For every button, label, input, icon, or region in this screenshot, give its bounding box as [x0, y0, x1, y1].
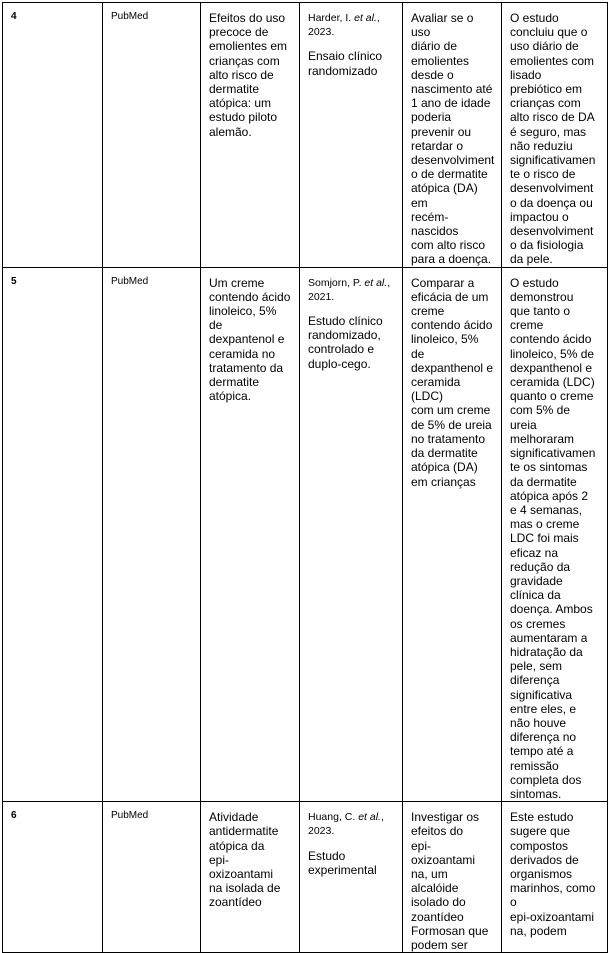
study-objective [403, 802, 502, 953]
author-citation [308, 11, 396, 39]
study-objective-text: Investigar os efeitos do epi-oxizoantami na, um alcalóide isolado do zoantídeo Formosan que podem ser [411, 810, 489, 952]
table-row [3, 3, 608, 268]
study-objective-text: Avaliar se o uso diário de emolientes desde o nascimento até 1 ano de idade poderia prevenir ou retardar o desenvolviment o de dermatite atópica (DA) em recém-nascidos com alto risco para a doença. [411, 11, 495, 267]
et-al: et al. [364, 276, 388, 289]
study-number: 6 [3, 802, 103, 953]
author-name: Harder, I. [308, 12, 355, 24]
studies-table [2, 2, 608, 953]
study-objective [403, 267, 502, 802]
database-name: PubMed [103, 267, 201, 802]
author-name: Somjorn, P. [308, 276, 365, 289]
author-cell [300, 3, 403, 268]
database-name: PubMed [103, 3, 201, 268]
study-title-text: Efeitos do uso precoce de emolientes em crianças com alto risco de dermatite atópica: um estudo piloto alemão. [209, 11, 288, 139]
author-citation [308, 810, 396, 838]
publication-year: , 2023. [308, 811, 384, 838]
study-results-text: Este estudo sugere que compostos derivados de organismos marinhos, como o epi-oxizoantami na, podem [510, 810, 596, 938]
study-results [502, 3, 608, 268]
study-title [201, 3, 300, 268]
study-title [201, 267, 300, 802]
study-title-text: Atividade antidermatite atópica da epi-oxizoantami na isolada de zoantídeo [209, 810, 281, 910]
author-name: Huang, C. [308, 811, 359, 824]
study-results [502, 802, 608, 953]
publication-year: , 2023. [308, 12, 380, 39]
publication-year: , 2021. [308, 276, 391, 303]
study-results-text: O estudo demonstrou que tanto o creme contendo ácido linoleico, 5% de dexpanthenol e ceramida (LDC) quanto o creme com 5% de ureia melhoraram significativamen te os sintomas da dermatite atópica após 2 e 4 semanas, mas o creme LDC foi mais eficaz na redução da gravidade clínica da doença. Ambos os cremes aumentaram a hidratação da pele, sem diferença significativa entre eles, e não houve diferença no tempo até a remissão completa dos sintomas. [510, 275, 596, 801]
study-results-text: O estudo concluiu que o uso diário de emolientes com lisado prebiótico em crianças com alto risco de DA é seguro, mas não reduziu significativamen te o risco de desenvolviment o da doença ou impactou o desenvolviment o da fisiologia da pele. [510, 11, 596, 267]
author-citation [308, 276, 396, 304]
study-title [201, 802, 300, 953]
et-al: et al. [354, 12, 377, 24]
author-cell [300, 802, 403, 953]
author-cell [300, 267, 403, 802]
study-design: Estudo experimental [308, 848, 377, 877]
study-title-text: Um creme contendo ácido linoleico, 5% de dexpantenol e ceramida no tratamento da dermatite atópica. [209, 275, 291, 404]
study-objective-text: Comparar a eficácia de um creme contendo ácido linoleico, 5% de dexpanthenol e ceramida (LDC) com um creme de 5% de ureia no tratamento da dermatite atópica (DA) em crianças [411, 275, 494, 489]
study-objective [403, 3, 502, 268]
table-row [3, 802, 608, 953]
study-design: Estudo clínico randomizado, controlado e duplo-cego. [308, 314, 383, 371]
study-results [502, 267, 608, 802]
study-number: 4 [3, 3, 103, 268]
table-row [3, 267, 608, 802]
database-name: PubMed [103, 802, 201, 953]
study-number: 5 [3, 267, 103, 802]
study-design: Ensaio clínico randomizado [308, 49, 383, 78]
et-al: et al. [358, 811, 381, 824]
